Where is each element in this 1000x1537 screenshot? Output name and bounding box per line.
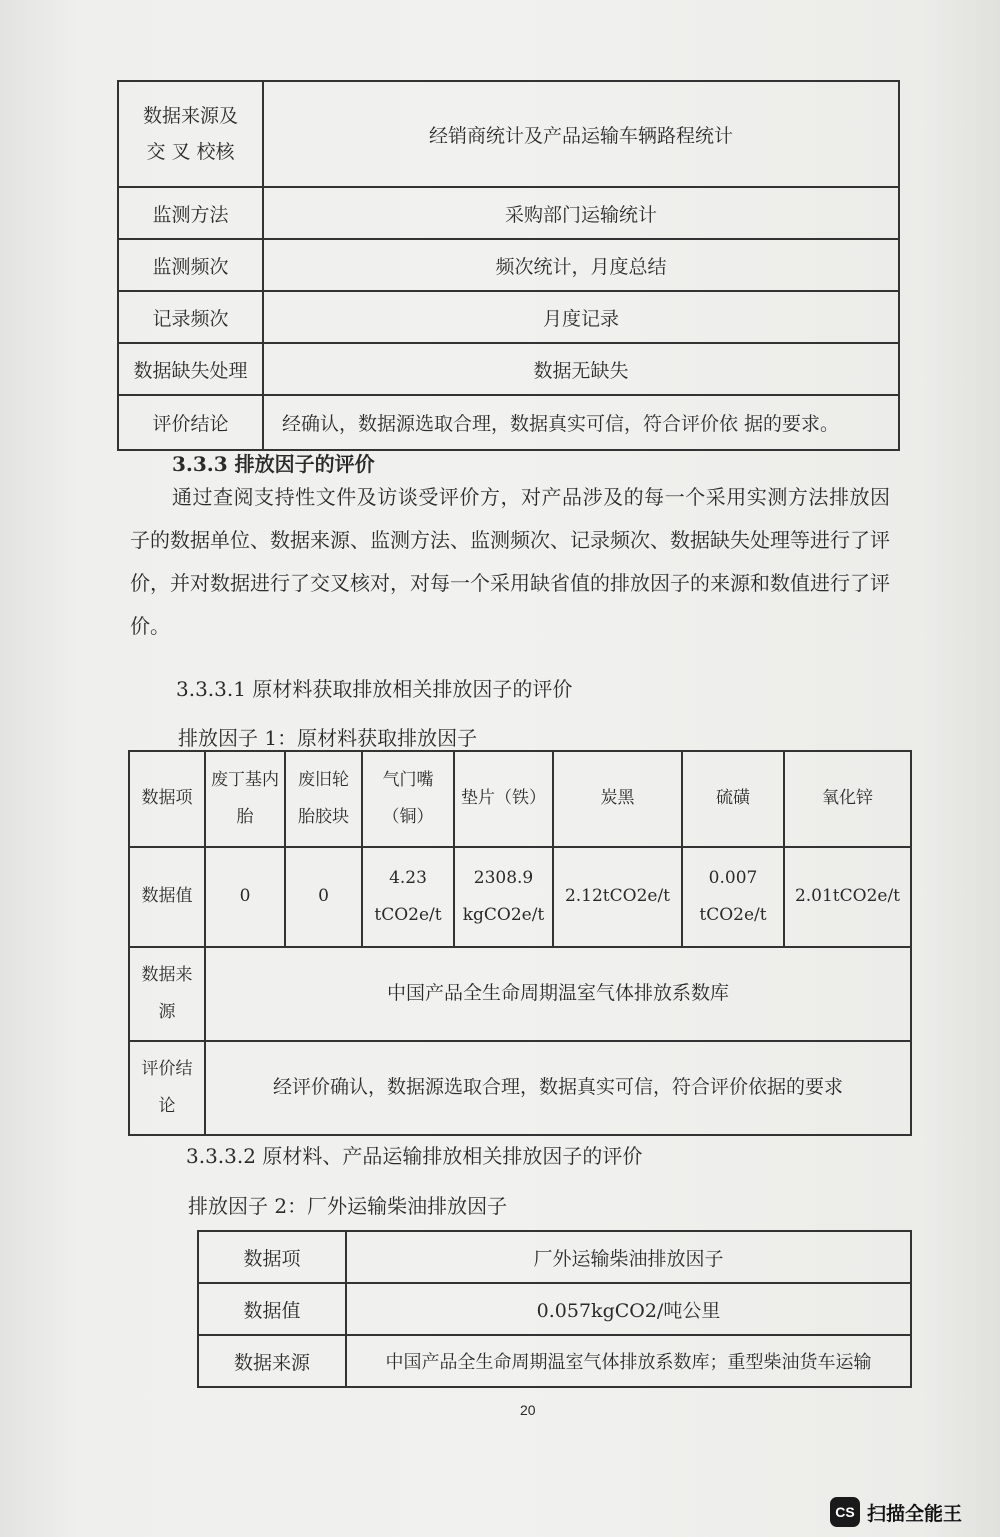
row-label: 评价结论	[118, 395, 263, 450]
row-label: 数据来源及交 叉 校核	[118, 81, 263, 187]
row-value: 经销商统计及产品运输车辆路程统计	[263, 81, 899, 187]
section-heading: 3.3.3 排放因子的评价	[172, 452, 375, 476]
value-cell: 0.007 tCO2e/t	[682, 847, 784, 947]
table-row	[129, 1041, 911, 1135]
header-cell: 氧化锌	[784, 751, 911, 847]
table-row	[118, 239, 899, 291]
row-value: 中国产品全生命周期温室气体排放系数库；重型柴油货车运输	[346, 1335, 911, 1387]
row-label: 记录频次	[118, 291, 263, 343]
watermark-text: 扫描全能王	[867, 1503, 963, 1525]
row-label: 数据来源	[129, 947, 205, 1041]
value-cell: 2.12tCO2e/t	[553, 847, 682, 947]
table-row	[118, 187, 899, 239]
table-row	[118, 81, 899, 187]
page-number: 20	[520, 1402, 536, 1418]
value-cell: 4.23 tCO2e/t	[362, 847, 454, 947]
table-row	[198, 1283, 911, 1335]
row-value: 经确认，数据源选取合理，数据真实可信，符合评价依 据的要求。	[263, 395, 899, 450]
header-cell: 废旧轮胎胶块	[285, 751, 362, 847]
value-cell: 2.01tCO2e/t	[784, 847, 911, 947]
header-cell: 数据项	[129, 751, 205, 847]
conclusion-cell: 经评价确认，数据源选取合理，数据真实可信，符合评价依据的要求	[205, 1041, 911, 1135]
table-row	[129, 751, 911, 847]
raw-material-factor-table	[128, 750, 912, 1136]
factor-caption-1: 排放因子 1：原材料获取排放因子	[178, 726, 478, 750]
value-cell: 0	[285, 847, 362, 947]
row-label: 评价结论	[129, 1041, 205, 1135]
row-value: 厂外运输柴油排放因子	[346, 1231, 911, 1283]
row-value: 频次统计，月度总结	[263, 239, 899, 291]
table-row	[129, 847, 911, 947]
subsection-heading-1: 3.3.3.1 原材料获取排放相关排放因子的评价	[176, 677, 573, 701]
header-cell: 气门嘴（铜）	[362, 751, 454, 847]
row-value: 采购部门运输统计	[263, 187, 899, 239]
subsection-heading-2: 3.3.3.2 原材料、产品运输排放相关排放因子的评价	[186, 1144, 643, 1168]
value-cell: 0	[205, 847, 285, 947]
header-cell: 炭黑	[553, 751, 682, 847]
row-value: 数据无缺失	[263, 343, 899, 395]
row-label: 数据值	[129, 847, 205, 947]
header-cell: 垫片（铁）	[454, 751, 553, 847]
header-cell: 硫磺	[682, 751, 784, 847]
row-value: 月度记录	[263, 291, 899, 343]
transport-factor-table	[197, 1230, 912, 1388]
section-paragraph: 通过查阅支持性文件及访谈受评价方，对产品涉及的每一个采用实测方法排放因子的数据单位、数据来源、监测方法、监测频次、记录频次、数据缺失处理等进行了评价，并对数据进行了交叉核对，对每一个采用缺省值的排放因子的来源和数值进行了评价。	[130, 485, 890, 638]
table-row	[118, 343, 899, 395]
row-label: 数据值	[198, 1283, 346, 1335]
table-row	[118, 291, 899, 343]
row-label: 数据来源	[198, 1335, 346, 1387]
row-value: 0.057kgCO2/吨公里	[346, 1283, 911, 1335]
source-cell: 中国产品全生命周期温室气体排放系数库	[205, 947, 911, 1041]
data-source-table	[117, 80, 900, 451]
row-label: 监测方法	[118, 187, 263, 239]
header-cell: 废丁基内胎	[205, 751, 285, 847]
row-label: 数据项	[198, 1231, 346, 1283]
camscanner-logo-icon: CS	[830, 1497, 860, 1527]
table-row	[198, 1231, 911, 1283]
table-row	[129, 947, 911, 1041]
table-row	[118, 395, 899, 450]
row-label: 数据缺失处理	[118, 343, 263, 395]
scanner-watermark	[830, 1497, 962, 1527]
table-row	[198, 1335, 911, 1387]
row-label: 监测频次	[118, 239, 263, 291]
value-cell: 2308.9 kgCO2e/t	[454, 847, 553, 947]
factor-caption-2: 排放因子 2：厂外运输柴油排放因子	[188, 1194, 508, 1218]
